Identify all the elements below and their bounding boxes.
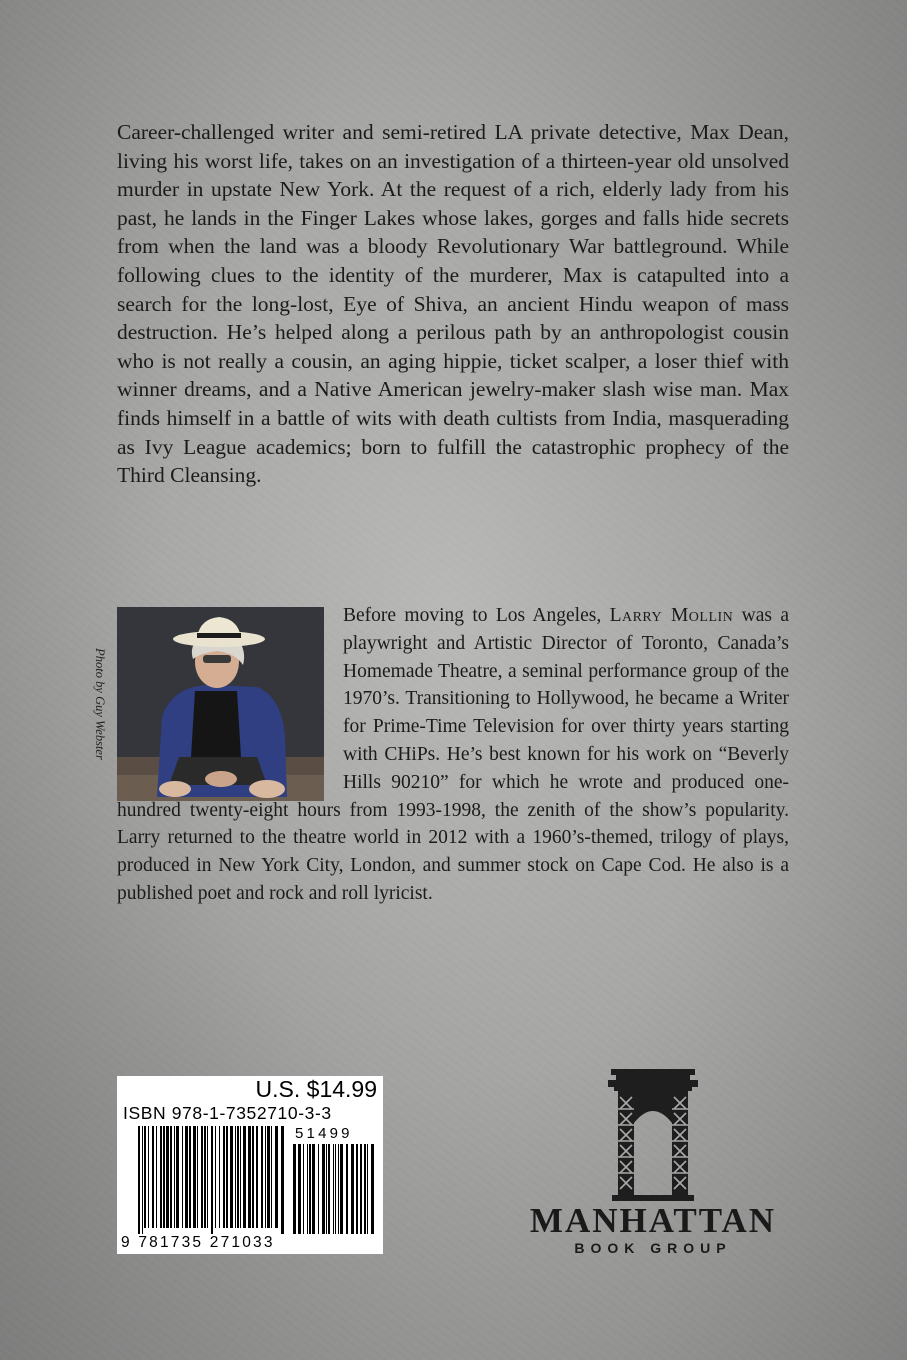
barcode-bar <box>265 1126 266 1228</box>
barcode-bar <box>312 1144 315 1234</box>
barcode-bar <box>340 1144 343 1234</box>
barcode-bar <box>326 1144 327 1234</box>
barcode-bar <box>322 1144 325 1234</box>
barcode-bar <box>138 1126 140 1234</box>
barcode-bar <box>275 1126 278 1228</box>
bio-intro: Before moving to Los Angeles, <box>343 605 610 626</box>
barcode-bar <box>243 1126 246 1228</box>
barcode-bar <box>211 1126 213 1234</box>
barcode-bar <box>185 1126 188 1228</box>
isbn-number: ISBN 978-1-7352710-3-3 <box>123 1103 332 1123</box>
publisher-name: MANHATTAN <box>529 1201 777 1240</box>
price-addon-digits: 51499 <box>295 1125 353 1142</box>
addon-barcode <box>293 1144 377 1234</box>
barcode-bar <box>174 1126 175 1228</box>
barcode-bar <box>309 1144 311 1234</box>
barcode-bar <box>193 1126 196 1228</box>
barcode-bar <box>367 1144 368 1234</box>
barcode-bar <box>267 1126 270 1228</box>
barcode-bar <box>230 1126 233 1228</box>
barcode-bar <box>156 1126 157 1228</box>
barcode-bar <box>204 1126 206 1228</box>
barcode-bar <box>328 1144 330 1234</box>
barcode-bar <box>351 1144 354 1234</box>
barcode-bar <box>170 1126 172 1228</box>
publisher-logo <box>508 1063 798 1263</box>
barcode-bar <box>346 1144 348 1234</box>
barcode-bar <box>219 1126 220 1228</box>
barcode-bar <box>364 1144 366 1234</box>
barcode-bar <box>152 1126 154 1228</box>
barcode-bar <box>148 1126 149 1228</box>
author-name: Larry Mollin <box>609 605 734 626</box>
author-bio <box>117 602 789 908</box>
barcode-bar <box>335 1144 336 1234</box>
barcode-bar <box>360 1144 362 1234</box>
barcode-bar <box>240 1126 241 1228</box>
ean-digits: 9 781735 271033 <box>121 1234 275 1251</box>
barcode-bar <box>223 1126 225 1228</box>
barcode-bar <box>293 1144 296 1234</box>
price: U.S. $14.99 <box>255 1076 377 1102</box>
barcode-bar <box>207 1126 208 1228</box>
barcode-bar <box>307 1144 308 1234</box>
barcode-bar <box>256 1126 258 1228</box>
publisher-subtitle: BOOK GROUP <box>574 1240 732 1256</box>
barcode-bar <box>248 1126 251 1228</box>
barcode-bar <box>371 1144 374 1234</box>
barcode-bar <box>333 1144 334 1234</box>
barcode-bar <box>201 1126 203 1228</box>
barcode-bar <box>318 1144 319 1234</box>
barcode-bar <box>303 1144 304 1234</box>
barcode-bar <box>144 1126 146 1228</box>
barcode-bar <box>215 1126 216 1228</box>
barcode-bar <box>163 1126 165 1228</box>
barcode-bar <box>271 1126 272 1228</box>
barcode-bar <box>182 1126 183 1228</box>
photo-spacer <box>117 602 343 796</box>
barcode-bar <box>226 1126 228 1228</box>
photo-credit: Photo by Guy Webster <box>93 648 107 760</box>
barcode-bar <box>298 1144 301 1234</box>
barcode-bar <box>189 1126 191 1228</box>
barcode-bar <box>356 1144 358 1234</box>
ean-barcode <box>138 1126 286 1234</box>
barcode-bar <box>176 1126 179 1228</box>
bridge-icon <box>508 1063 798 1203</box>
barcode-bar <box>281 1126 284 1234</box>
book-blurb: Career-challenged writer and semi-retired LA private detective, Max Dean, living his worst life, takes on an investigation of a thirteen-year old unsolved murder in upstate New York. At the request of a rich, elderly lady from his past, he lands in the Finger Lakes whose lakes, gorges and falls hide secrets from when the land was a bloody Revolutionary War battleground. While following clues to the identity of the murderer, Max is catapulted into a search for the long-lost, Eye of Shiva, an ancient Hindu weapon of mass destruction. He’s helped along a perilous path by an anthropologist cousin who is not really a cousin, an aging hippie, ticket scalper, a loser thief with winner dreams, and a Native American jewelry-maker slash wise man. Max finds himself in a battle of wits with death cultists from India, masquerading as Ivy League academics; born to fulfill the catastrophic prophecy of the Third Cleansing. <box>117 120 789 488</box>
barcode-bar <box>160 1126 162 1228</box>
barcode-label <box>117 1076 383 1254</box>
barcode-bar <box>197 1126 198 1228</box>
barcode-bar <box>252 1126 254 1228</box>
barcode-bar <box>237 1126 239 1228</box>
barcode-bar <box>235 1126 236 1228</box>
barcode-bar <box>142 1126 143 1234</box>
barcode-bar <box>261 1126 263 1228</box>
bio-text: was a playwright and Artistic Director of Toronto, Canada’s Homemade Theatre, a seminal performance group of the 1970’s. Transitioning to Hollywood, he became a Writer for Prime-Time Television for over thirty years starting with CHiPs. He’s best known for his work on “Beverly Hills 90210” for which he wrote and produced one-hundred twenty-eight hours from 1993-1998, the zenith of the show’s popularity. Larry returned to the theatre world in 2012 with a 1960’s-themed, trilogy of plays, produced in New York City, London, and summer stock on Cape Cod. He also is a published poet and rock and roll lyricist. <box>117 605 789 904</box>
barcode-bar <box>166 1126 169 1228</box>
barcode-bar <box>338 1144 339 1234</box>
